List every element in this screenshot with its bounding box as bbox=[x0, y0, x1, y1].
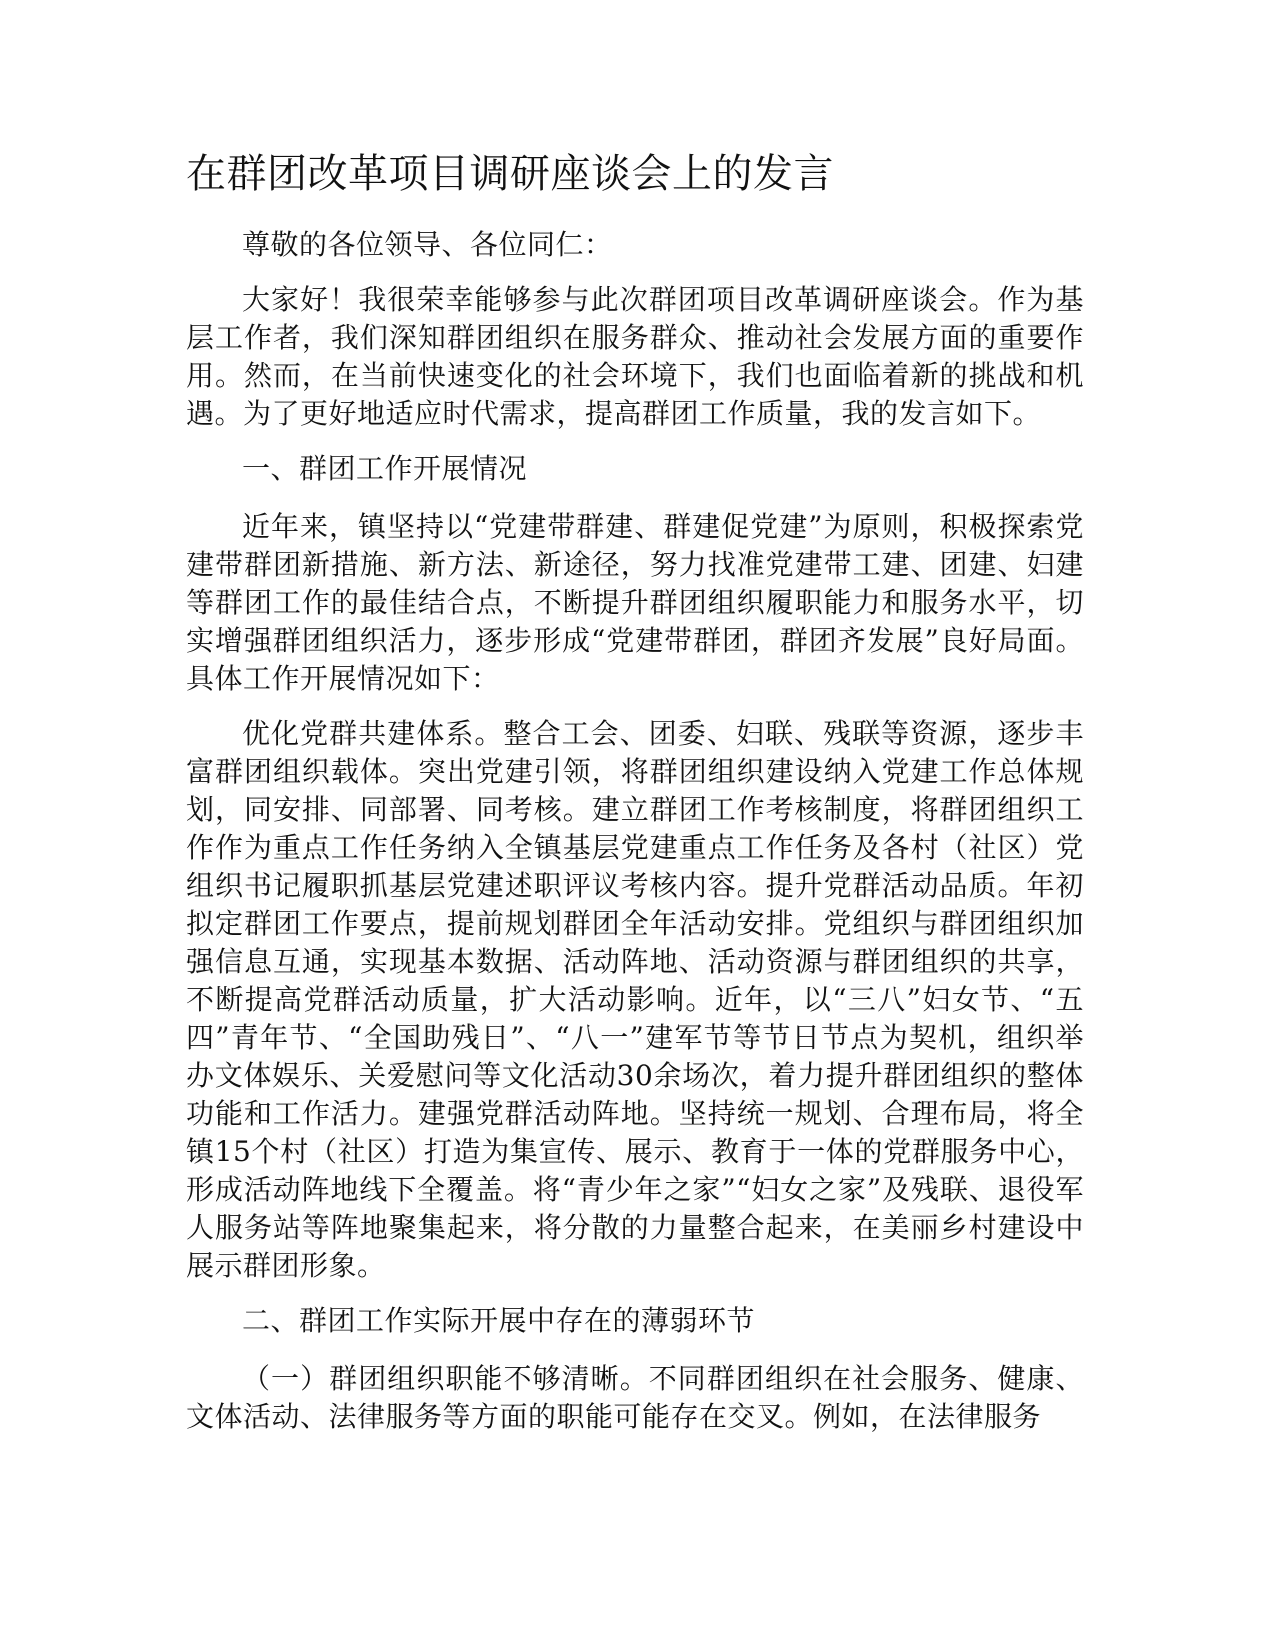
intro-paragraph: 大家好！我很荣幸能够参与此次群团项目改革调研座谈会。作为基层工作者，我们深知群团组织在服务群众、推动社会发展方面的重要作用。然而，在当前快速变化的社会环境下，我们也面临着新的挑战和机遇。为了更好地适应时代需求，提高群团工作质量，我的发言如下。 bbox=[186, 283, 1084, 430]
page-title: 在群团改革项目调研座谈会上的发言 bbox=[186, 151, 834, 197]
section-two-heading: 二、群团工作实际开展中存在的薄弱环节 bbox=[242, 1304, 756, 1337]
section-one-paragraph-1: 近年来，镇坚持以“党建带群建、群建促党建”为原则，积极探索党建带群团新措施、新方法、新途径，努力找准党建带工建、团建、妇建等群团工作的最佳结合点，不断提升群团组织履职能力和服务水平，切实增强群团组织活力，逐步形成“党建带群团，群团齐发展”良好局面。具体工作开展情况如下： bbox=[186, 510, 1084, 695]
section-two-paragraph-1: （一）群团组织职能不够清晰。不同群团组织在社会服务、健康、文体活动、法律服务等方面的职能可能存在交叉。例如，在法律服务 bbox=[186, 1362, 1084, 1433]
section-one-paragraph-2: 优化党群共建体系。整合工会、团委、妇联、残联等资源，逐步丰富群团组织载体。突出党建引领，将群团组织建设纳入党建工作总体规划，同安排、同部署、同考核。建立群团工作考核制度，将群团组织工作作为重点工作任务纳入全镇基层党建重点工作任务及各村（社区）党组织书记履职抓基层党建述职评议考核内容。提升党群活动品质。年初拟定群团工作要点，提前规划群团全年活动安排。党组织与群团组织加强信息互通，实现基本数据、活动阵地、活动资源与群团组织的共享，不断提高党群活动质量，扩大活动影响。近年，以“三八”妇女节、“五四”青年节、“全国助残日”、“八一”建军节等节日节点为契机，组织举办文体娱乐、关爱慰问等文化活动30余场次，着力提升群团组织的整体功能和工作活力。建强党群活动阵地。坚持统一规划、合理布局，将全镇15个村（社区）打造为集宣传、展示、教育于一体的党群服务中心，形成活动阵地线下全覆盖。将“青少年之家”“妇女之家”及残联、退役军人服务站等阵地聚集起来，将分散的力量整合起来，在美丽乡村建设中展示群团形象。 bbox=[186, 717, 1084, 1282]
greeting-paragraph: 尊敬的各位领导、各位同仁： bbox=[242, 228, 613, 261]
document-body bbox=[186, 148, 1084, 1453]
section-one-heading: 一、群团工作开展情况 bbox=[242, 452, 528, 485]
